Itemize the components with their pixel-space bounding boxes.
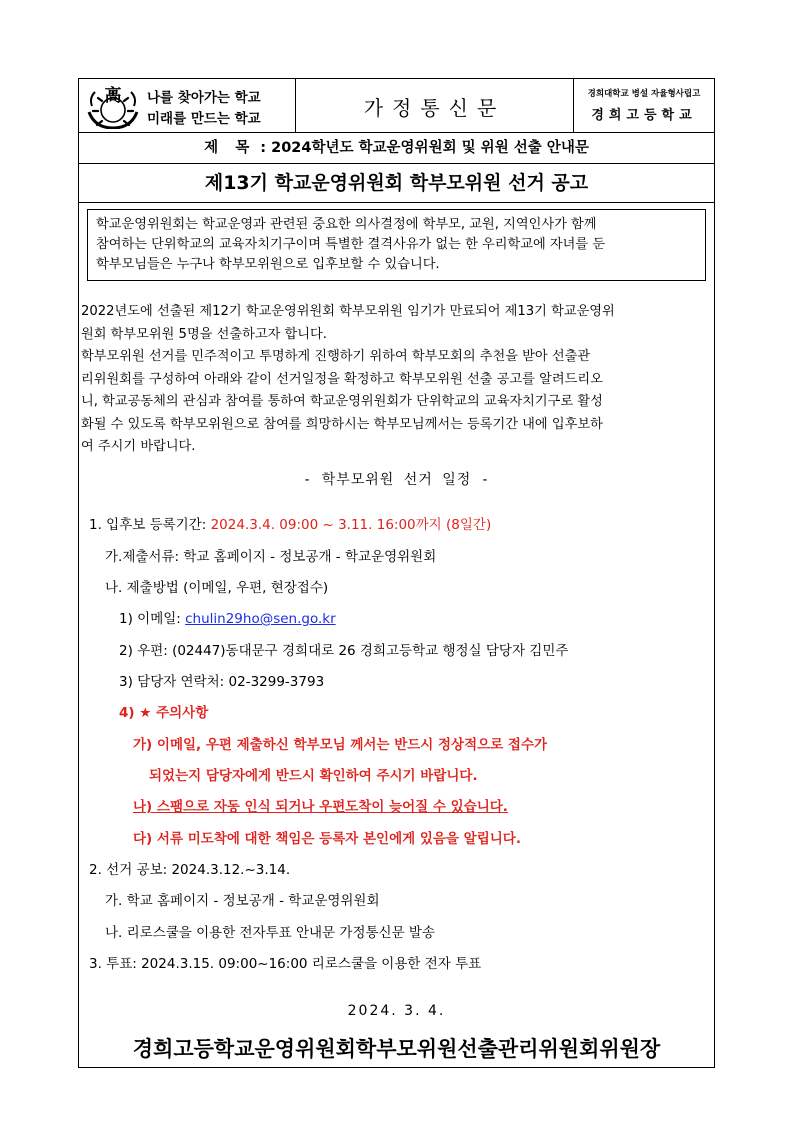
notice-a-line2: 되었는지 담당자에게 반드시 확인하여 주시기 바랍니다. <box>149 768 478 784</box>
body-line: 니, 학교공동체의 관심과 참여를 통하여 학교운영위원회가 단위학교의 교육자치기구로 활성 <box>81 394 603 409</box>
intro-line: 참여하는 단위학교의 교육자치기구이며 특별한 결격사유가 없는 한 우리학교에 자녀를 둔 <box>96 237 606 252</box>
body-line: 원회 학부모위원 5명을 선출하고자 합니다. <box>81 326 327 342</box>
email-label: 1) 이메일: <box>119 611 186 627</box>
subject-row <box>79 133 714 164</box>
newsletter-title: 가정통신문 <box>363 96 506 120</box>
body-line: 리위원회를 구성하여 아래와 같이 선거일정을 확정하고 학부모위원 선출 공고를 알려드리오 <box>81 371 603 387</box>
intro-line: 학부모님들은 누구나 학부모위원으로 입후보할 수 있습니다. <box>96 257 440 272</box>
schedule-item-3: 3. 투표: 2024.3.15. 09:00~16:00 리로스쿨을 이용한 전자 투표 <box>89 956 482 972</box>
subject-label: 제 목 <box>204 140 256 156</box>
subject-separator: : <box>255 140 272 156</box>
schedule-item-1 <box>89 513 491 533</box>
body-line: 화될 수 있도록 학부모위원으로 참여를 희망하시는 학부모님께서는 등록기간 내에 입후보하 <box>81 416 603 432</box>
contact-phone: 3) 담당자 연락처: 02-3299-3793 <box>119 674 325 690</box>
body-line: 2022년도에 선출된 제12기 학교운영위원회 학부모위원 임기가 만료되어 제13기 학교운영위 <box>81 304 615 319</box>
notice-c: 다) 서류 미도착에 대한 책임은 등록자 본인에게 있음을 알립니다. <box>133 831 521 847</box>
registration-label: 1. 입후보 등록기간: <box>89 517 211 533</box>
body-line: 여 주시기 바랍니다. <box>81 439 196 454</box>
document-frame <box>78 78 715 1068</box>
slogan-line1: 나를 찾아가는 학교 <box>147 90 261 106</box>
post-address: 2) 우편: (02447)동대문구 경희대로 26 경희고등학교 행정실 담당자 김민주 <box>119 643 569 659</box>
intro-line: 학교운영위원회는 학교운영과 관련된 중요한 의사결정에 학부모, 교원, 지역인사가 함께 <box>96 217 597 232</box>
issue-date: 2024. 3. 4. <box>347 1003 446 1019</box>
body-text <box>81 301 711 459</box>
body-line: 학부모위원 선거를 민주적이고 투명하게 진행하기 위하여 학부모회의 추천을 받아 선출관 <box>81 349 591 364</box>
schedule-item-1a: 가.제출서류: 학교 홈페이지 - 정보공개 - 학교운영위원회 <box>105 549 437 565</box>
notice-b: 나) 스팸으로 자동 인식 되거나 우편도착이 늦어질 수 있습니다. <box>133 799 508 815</box>
schedule-item-2a: 가. 학교 홈페이지 - 정보공개 - 학교운영위원회 <box>105 893 380 909</box>
school-emblem-icon <box>85 82 141 129</box>
schedule-item-1b: 나. 제출방법 (이메일, 우편, 현장접수) <box>105 580 329 596</box>
schedule-item-2b: 나. 리로스쿨을 이용한 전자투표 안내문 가정통신문 발송 <box>105 925 435 941</box>
intro-box <box>87 209 706 281</box>
newsletter-header <box>79 79 714 133</box>
school-affiliation: 경희대학교 병설 자율형사립고 <box>587 89 701 99</box>
registration-period: 2024.3.4. 09:00 ~ 3.11. 16:00까지 (8일간) <box>210 517 492 533</box>
schedule-heading: - 학부모위원 선거 일정 - <box>302 472 491 488</box>
subject-text: 2024학년도 학교운영위원회 및 위원 선출 안내문 <box>271 140 589 156</box>
slogan-line2: 미래를 만드는 학교 <box>147 111 261 127</box>
svg-text:高: 高 <box>104 86 122 106</box>
signer: 경희고등학교운영위원회학부모위원선출관리위원회위원장 <box>132 1037 661 1061</box>
notice-heading: 4) ★ 주의사항 <box>119 705 209 721</box>
newsletter-title-cell <box>296 79 574 132</box>
schedule-item-2: 2. 선거 공보: 2024.3.12.~3.14. <box>89 862 291 878</box>
email-link[interactable]: chulin29ho@sen.go.kr <box>185 611 336 627</box>
school-name: 경희고등학교 <box>591 108 697 123</box>
email-row <box>119 607 336 627</box>
school-cell <box>574 79 714 132</box>
main-title: 제13기 학교운영위원회 학부모위원 선거 공고 <box>79 164 714 203</box>
slogan-cell <box>79 79 296 132</box>
notice-a-line1: 가) 이메일, 우편 제출하신 학부모님 께서는 반드시 정상적으로 접수가 <box>133 737 548 753</box>
